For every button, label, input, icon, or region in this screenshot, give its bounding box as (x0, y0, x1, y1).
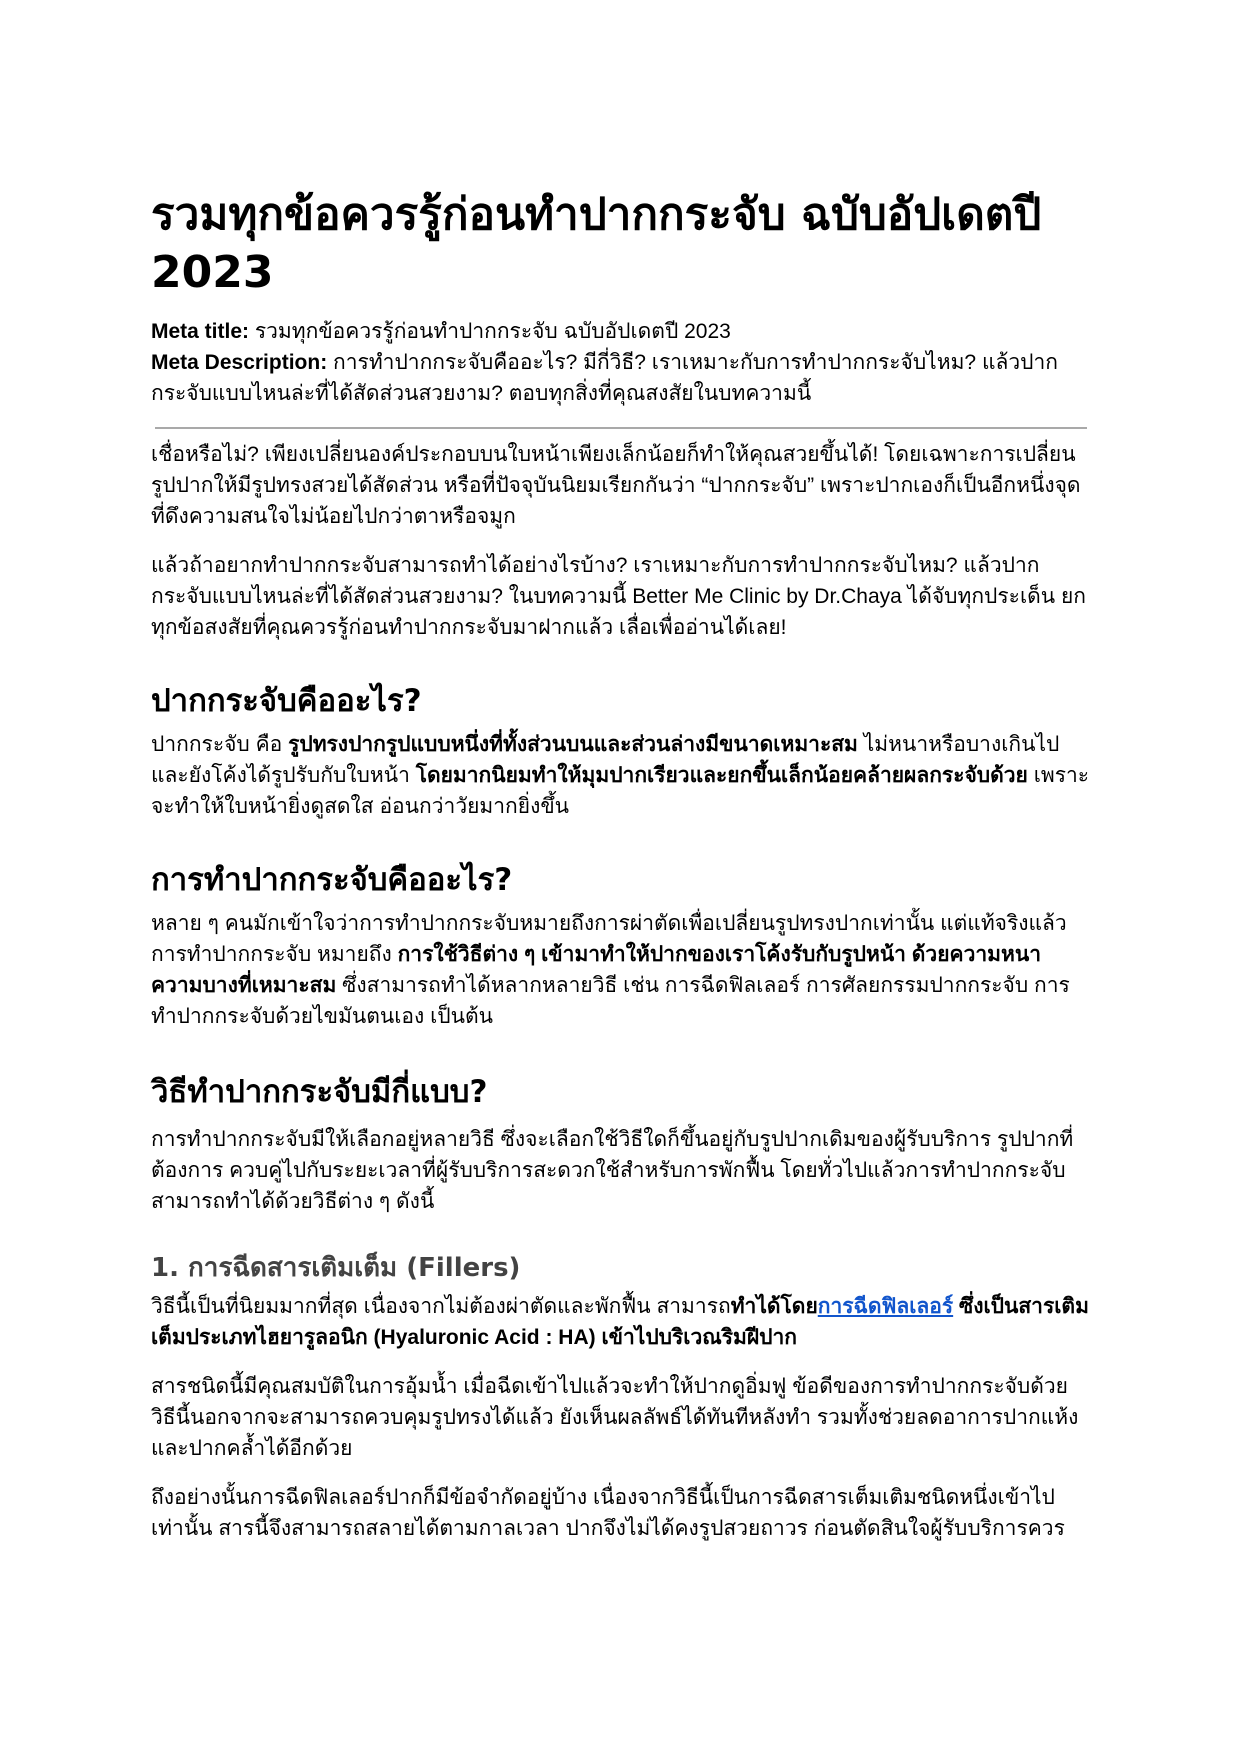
section-heading-what-is: ปากกระจับคืออะไร? (151, 683, 422, 720)
section2-paragraph (151, 908, 1091, 1032)
section3-paragraph: การทำปากกระจับมีให้เลือกอยู่หลายวิธี ซึ่งจะเลือกใช้วิธีใดก็ขึ้นอยู่กับรูปปากเดิมของผู้รับบริการ รูปปากที่ต้องการ ควบคู่ไปกับระยะเวลาที่ผู้รับบริการสะดวกใช้สำหรับการพักฟื้น โดยทั่วไปแล้วการทำปากกระจับสามารถทำได้ด้วยวิธีต่าง ๆ ดังนี้ (151, 1128, 1074, 1214)
fillers-paragraph-2: สารชนิดนี้มีคุณสมบัติในการอุ้มน้ำ เมื่อฉีดเข้าไปแล้วจะทำให้ปากดูอิ่มฟู ข้อดีของการทำปากกระจับด้วยวิธีนี้นอกจากจะสามารถควบคุมรูปทรงได้แล้ว ยังเห็นผลลัพธ์ได้ทันทีหลังทำ รวมทั้งช่วยลดอาการปากแห้งและปากคล้ำได้อีกด้วย (151, 1375, 1079, 1461)
article-title: รวมทุกข้อควรรู้ก่อนทำปากกระจับ ฉบับอัปเดตปี 2023 (151, 189, 1042, 299)
meta-description-label: Meta Description: (151, 351, 328, 375)
meta-title-line (151, 316, 1091, 347)
bold-run: ซึ่งเป็นสารเติมเต็มประเภทไฮยารูลอนิก (Hyaluronic Acid : HA) เข้าไปบริเวณริมฝีปาก (151, 1295, 1089, 1350)
text-run: ซึ่งสามารถทำได้หลากหลายวิธี เช่น การฉีดฟิลเลอร์ การศัลยกรรมปากกระจับ การทำปากกระจับด้วยไขมันตนเอง เป็นต้น (151, 974, 1070, 1029)
text-run: ปากกระจับ คือ (151, 733, 289, 757)
meta-description-line (151, 347, 1091, 409)
bold-run: โดยมากนิยมทำให้มุมปากเรียวและยกขึ้นเล็กน้อยคล้ายผลกระจับด้วย (415, 764, 1028, 788)
fillers-paragraph-3: ถึงอย่างนั้นการฉีดฟิลเลอร์ปากก็มีข้อจำกัดอยู่บ้าง เนื่องจากวิธีนี้เป็นการฉีดสารเต็มเติมชนิดหนึ่งเข้าไปเท่านั้น สารนี้จึงสามารถสลายได้ตามกาลเวลา ปากจึงไม่ได้คงรูปสวยถาวร ก่อนตัดสินใจผู้รับบริการควร (151, 1486, 1065, 1541)
bold-run: การใช้วิธีต่าง ๆ เข้ามาทำให้ปากของเราโค้งรับกับรูปหน้า ด้วยความหนา ความบางที่เหมาะสม (151, 943, 1041, 998)
text-run: ไม่หนาหรือบางเกินไป และยังโค้งได้รูปรับกับใบหน้า (151, 733, 1060, 788)
meta-title-label: Meta title: (151, 320, 250, 344)
section-heading-methods: วิธีทำปากกระจับมีกี่แบบ? (151, 1074, 488, 1111)
meta-description-value: การทำปากกระจับคืออะไร? มีกี่วิธี? เราเหมาะกับการทำปากกระจับไหม? แล้วปากกระจับแบบไหนล่ะที่ได้สัดส่วนสวยงาม? ตอบทุกสิ่งที่คุณสงสัยในบทความนี้ (151, 351, 1058, 406)
meta-block (151, 316, 1091, 409)
intro-paragraph-1: เชื่อหรือไม่? เพียงเปลี่ยนองค์ประกอบบนใบหน้าเพียงเล็กน้อยก็ทำให้คุณสวยขึ้นได้! โดยเฉพาะการเปลี่ยนรูปปากให้มีรูปทรงสวยได้สัดส่วน หรือที่ปัจจุบันนิยมเรียกกันว่า “ปากกระจับ” เพราะปากเองก็เป็นอีกหนึ่งจุดที่ดึงความสนใจไม่น้อยไปกว่าตาหรือจมูก (151, 443, 1081, 529)
text-run: เพราะจะทำให้ใบหน้ายิ่งดูสดใส อ่อนกว่าวัยมากยิ่งขึ้น (151, 764, 1090, 819)
bold-run: ทำได้โดย (730, 1295, 818, 1319)
bold-run: รูปทรงปากรูปแบบหนึ่งที่ทั้งส่วนบนและส่วนล่างมีขนาดเหมาะสม (288, 733, 858, 757)
subsection-heading-fillers: 1. การฉีดสารเติมเต็ม (Fillers) (151, 1253, 521, 1284)
section1-paragraph (151, 729, 1091, 822)
fillers-paragraph-1 (151, 1291, 1091, 1353)
filler-injection-link[interactable]: การฉีดฟิลเลอร์ (817, 1295, 954, 1319)
text-run: หลาย ๆ คนมักเข้าใจว่าการทำปากกระจับหมายถึงการผ่าตัดเพื่อเปลี่ยนรูปทรงปากเท่านั้น แต่แท้จริงแล้วการทำปากกระจับ หมายถึง (151, 912, 1067, 967)
horizontal-divider (155, 427, 1087, 429)
intro-paragraph-2: แล้วถ้าอยากทำปากกระจับสามารถทำได้อย่างไรบ้าง? เราเหมาะกับการทำปากกระจับไหม? แล้วปากกระจับแบบไหนล่ะที่ได้สัดส่วนสวยงาม? ในบทความนี้ Better Me Clinic by Dr.Chaya ได้จับทุกประเด็น ยกทุกข้อสงสัยที่คุณควรรู้ก่อนทำปากกระจับมาฝากแล้ว เลื่อเพื่ออ่านได้เลย! (151, 554, 1086, 640)
section-heading-procedure: การทำปากกระจับคืออะไร? (151, 862, 513, 899)
meta-title-value: รวมทุกข้อควรรู้ก่อนทำปากกระจับ ฉบับอัปเดตปี 2023 (249, 320, 731, 344)
article-body (151, 186, 1091, 1544)
text-run: วิธีนี้เป็นที่นิยมมากที่สุด เนื่องจากไม่ต้องผ่าตัดและพักฟื้น สามารถ (151, 1295, 731, 1319)
